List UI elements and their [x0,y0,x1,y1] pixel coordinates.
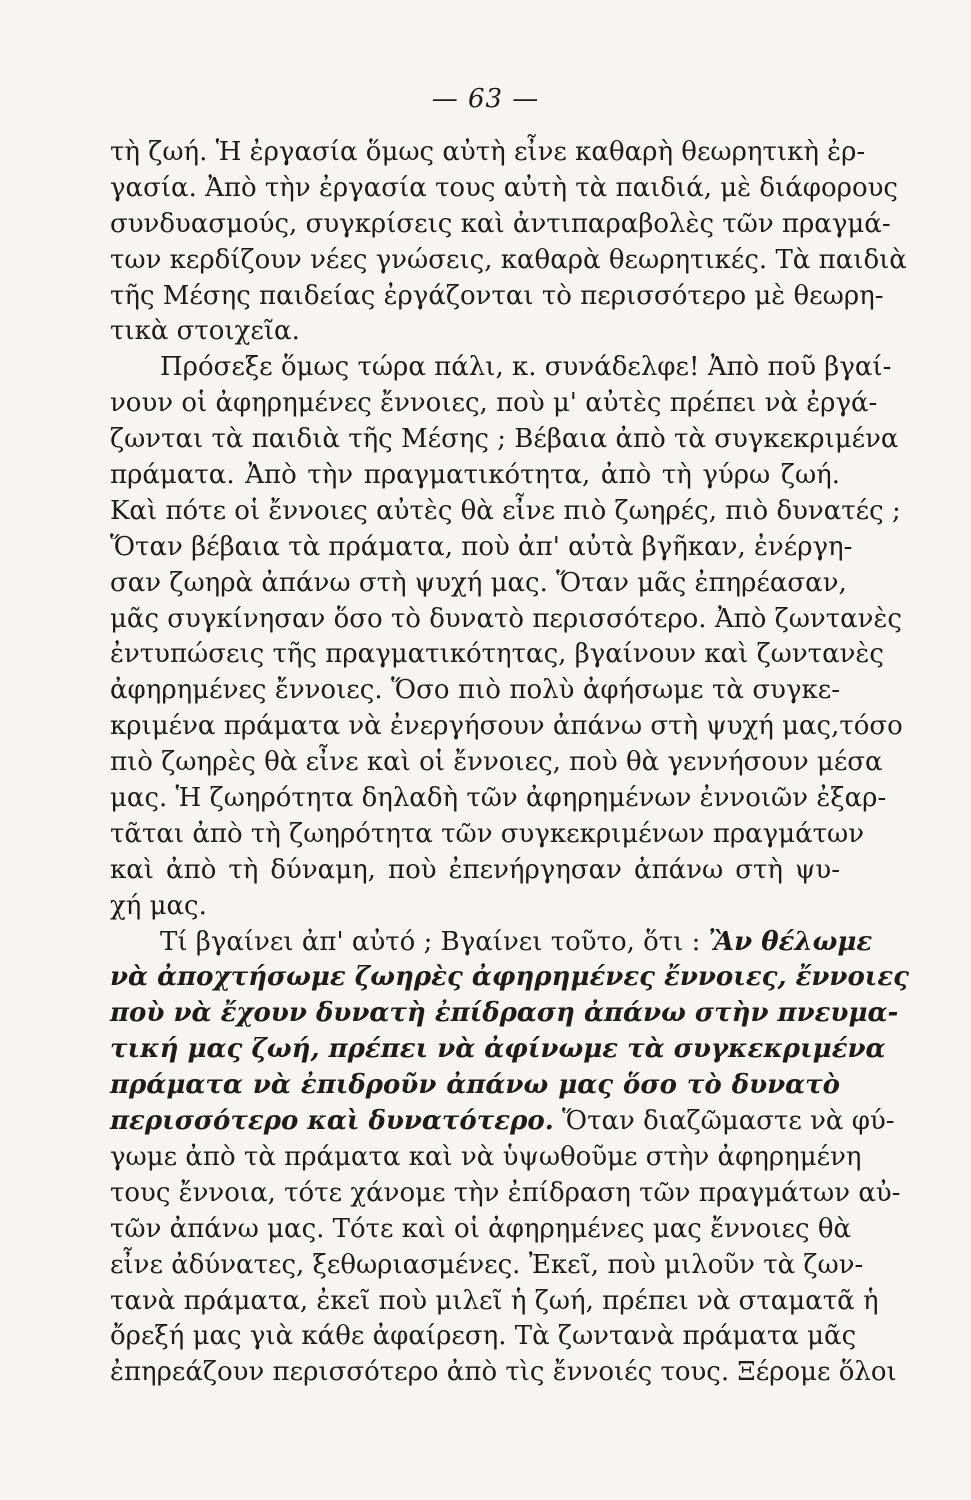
text-segment: τικὰ στοιχεῖα. [110,316,300,347]
text-line [110,817,865,853]
text-line [110,709,903,745]
text-segment: πράματα. Ἀπὸ τὴν πραγματικότητα, ἀπὸ τὴ γύρω ζωή. [110,460,840,491]
text-segment: τὴ ζωή. Ἡ ἐργασία ὅμως αὐτὴ εἶνε καθαρὴ θεωρητικὴ ἐρ- [110,137,866,167]
text-line [110,1104,895,1140]
text-segment: Ὅταν βέβαια τὰ πράματα, ποὺ ἀπ' αὐτὰ βγῆκαν, ἐνέργη- [110,531,853,562]
text-segment: των κερδίζουν νέες γνώσεις, καθαρὰ θεωρητικές. Τὰ παιδιὰ [110,244,907,275]
text-line [110,637,884,673]
text-line [110,996,899,1032]
text-segment: γωμε ἀπὸ τὰ πράματα καὶ νὰ ὑψωθοῦμε στὴν ἀφηρημένη [110,1141,862,1172]
text-line [110,566,847,602]
text-line [110,458,840,494]
text-segment: κριμένα πράματα νὰ ἐνεργήσουν ἀπάνω στὴ ψυχή μας,τόσο [110,711,903,742]
text-line [110,422,899,458]
body-text [110,135,910,1391]
text-segment: τῆς Μέσης παιδείας ἐργάζονται τὸ περισσότερο μὲ θεωρη- [110,280,884,311]
emphasized-text: νὰ ἀποχτήσωμε ζωηρὲς ἀφηρημένες ἔννοιες, ἔννοιες [110,962,910,993]
text-segment: τανὰ πράματα, ἐκεῖ ποὺ μιλεῖ ἡ ζωή, πρέπει νὰ σταματᾶ ἡ [110,1285,879,1316]
emphasized-text: Ἂν θέλωμε [708,926,873,957]
text-segment: Τί βγαίνει ἀπ' αὐτό ; Βγαίνει τοῦτο, ὅτι : [160,926,709,957]
text-line [110,1248,864,1284]
text-segment: μᾶς συγκίνησαν ὅσο τὸ δυνατὸ περισσότερο. Ἀπὸ ζωντανὲς [110,603,902,634]
text-line [110,1176,901,1212]
text-line [110,135,866,171]
text-line [110,781,887,817]
text-segment: σαν ζωηρὰ ἀπάνω στὴ ψυχή μας. Ὅταν μᾶς ἐπηρέασαν, [110,567,847,598]
text-line [110,243,907,279]
text-line [110,1284,879,1320]
text-segment: μας. Ἡ ζωηρότητα δηλαδὴ τῶν ἀφηρημένων ἐννοιῶν ἐξαρ- [110,783,887,814]
text-segment: τῶν ἀπάνω μας. Τότε καὶ οἱ ἀφηρημένες μας ἔννοιες θὰ [110,1213,852,1244]
text-segment: νουν οἱ ἀφηρημένες ἔννοιες, ποὺ μ' αὐτὲς πρέπει νὰ ἐργά- [110,388,878,419]
text-segment: Πρόσεξε ὅμως τώρα πάλι, κ. συνάδελφε! Ἀπὸ ποῦ βγαί- [160,352,892,383]
text-segment: τους ἔννοια, τότε χάνομε τὴν ἐπίδραση τῶν πραγμάτων αὐ- [110,1177,901,1208]
text-segment: χή μας. [110,890,207,921]
text-line [110,530,853,566]
text-line [110,494,901,530]
emphasized-text: πράματα νὰ ἐπιδροῦν ἀπάνω μας ὅσο τὸ δυνατὸ [110,1070,840,1101]
text-line [110,171,898,207]
text-segment: γασία. Ἀπὸ τὴν ἐργασία τους αὐτὴ τὰ παιδιά, μὲ διάφορους [110,172,898,203]
text-segment: εἶνε ἀδύνατες, ξεθωριασμένες. Ἐκεῖ, ποὺ μιλοῦν τὰ ζων- [110,1249,864,1280]
text-segment: καὶ ἀπὸ τὴ δύναμη, ποὺ ἐπενήργησαν ἀπάνω στὴ ψυ- [110,854,840,885]
emphasized-text: τική μας ζωή, πρέπει νὰ ἀφίνωμε τὰ συγκεκριμένα [110,1034,886,1065]
text-segment: πιὸ ζωηρὲς θὰ εἶνε καὶ οἱ ἔννοιες, ποὺ θὰ γεννήσουν μέσα [110,747,883,778]
emphasized-text: περισσότερο καὶ δυνατότερο. [110,1106,554,1137]
text-segment: ζωνται τὰ παιδιὰ τῆς Μέσης ; Βέβαια ἀπὸ τὰ συγκεκριμένα [110,424,899,455]
text-line [110,673,840,709]
text-line [110,889,840,925]
text-line [110,853,840,889]
text-line [110,1212,852,1248]
text-line [110,1068,840,1104]
text-segment: ἀφηρημένες ἔννοιες. Ὅσο πιὸ πολὺ ἀφήσωμε τὰ συγκε- [110,675,840,706]
text-line [110,925,873,961]
page-number: — 63 — [431,84,540,114]
text-segment: συνδυασμούς, συγκρίσεις καὶ ἀντιπαραβολὲς τῶν πραγμά- [110,208,891,239]
text-line [110,314,840,350]
text-segment: τᾶται ἀπὸ τὴ ζωηρότητα τῶν συγκεκριμένων πραγμάτων [110,818,865,849]
text-segment: ἐπηρεάζουν περισσότερο ἀπὸ τὶς ἔννοιές τους. Ξέρομε ὅλοι [110,1357,897,1388]
text-line [110,960,910,996]
text-line [110,350,892,386]
text-line [110,1140,862,1176]
text-line [110,279,884,315]
text-segment: Ὅταν διαζῶμαστε νὰ φύ- [553,1106,895,1137]
text-segment: Καὶ πότε οἱ ἔννοιες αὐτὲς θὰ εἶνε πιὸ ζωηρές, πιὸ δυνατές ; [110,495,901,526]
text-segment: ἐντυπώσεις τῆς πραγματικότητας, βγαίνουν καὶ ζωντανὲς [110,639,884,670]
text-line [110,745,883,781]
text-line [110,1032,886,1068]
text-line [110,1355,897,1391]
text-line [110,602,902,638]
text-line [110,207,891,243]
text-line [110,386,878,422]
text-line [110,1319,857,1355]
emphasized-text: ποὺ νὰ ἔχουν δυνατὴ ἐπίδραση ἀπάνω στὴν πνευμα- [110,998,899,1029]
text-segment: ὄρεξή μας γιὰ κάθε ἀφαίρεση. Τὰ ζωντανὰ πράματα μᾶς [110,1321,857,1352]
